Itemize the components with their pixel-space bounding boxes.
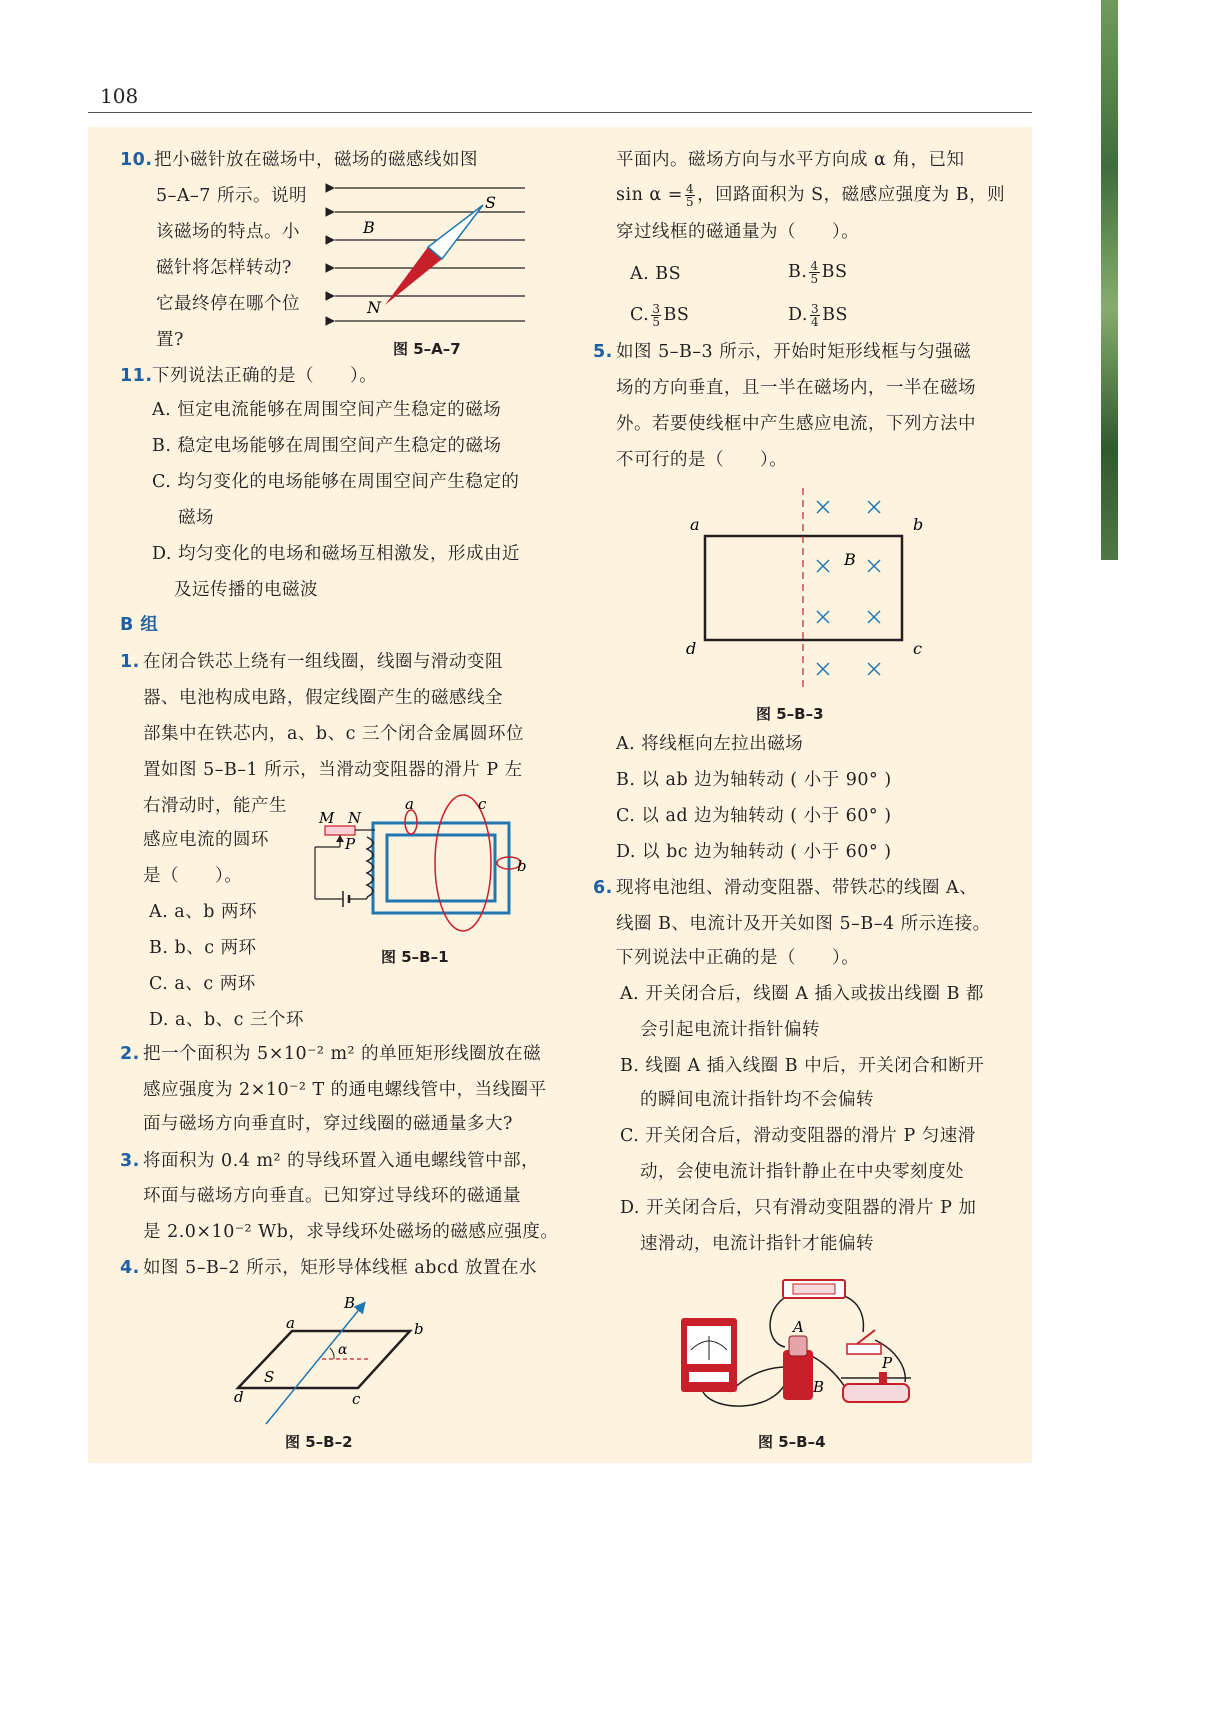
- b5-line: 不可行的是（ ）。: [616, 450, 788, 470]
- b1-option: A. a、b 两环: [149, 902, 257, 922]
- caption-5a7: 图 5–A–7: [393, 340, 461, 358]
- b6-option: C. 开关闭合后，滑动变阻器的滑片 P 匀速滑: [620, 1126, 976, 1146]
- svg-text:S: S: [264, 1368, 275, 1386]
- q10-line: 它最终停在哪个位: [156, 294, 300, 314]
- svg-text:B: B: [844, 550, 856, 569]
- b6-option: B. 线圈 A 插入线圈 B 中后，开关闭合和断开: [620, 1056, 985, 1076]
- header-rule: [88, 112, 1032, 113]
- b1-line: 是（ ）。: [143, 866, 243, 886]
- b4-sin-line: sin α = $\frac{4}{5}$ ，回路面积为 S，磁感应强度为 B，则: [616, 182, 1006, 209]
- figure-5b1: [305, 795, 535, 925]
- field-crosses: [817, 501, 880, 675]
- b5-option: C. 以 ad 边为轴转动 ( 小于 60° ): [616, 806, 892, 826]
- q11-number: 11.: [120, 366, 153, 386]
- b6-line: 线圈 B、电流计及开关如图 5–B–4 所示连接。: [616, 914, 991, 934]
- svg-text:d: d: [234, 1388, 244, 1406]
- q11-option: 磁场: [178, 508, 214, 528]
- q11-option: C. 均匀变化的电场能够在周围空间产生稳定的: [152, 472, 520, 492]
- q11-option: A. 恒定电流能够在周围空间产生稳定的磁场: [152, 400, 502, 420]
- b1-line: 置如图 5–B–1 所示，当滑动变阻器的滑片 P 左: [143, 760, 523, 780]
- fig-label-n: N: [367, 298, 381, 317]
- svg-text:P: P: [882, 1354, 893, 1372]
- b6-line: 现将电池组、滑动变阻器、带铁芯的线圈 A、: [616, 878, 978, 898]
- page-number: 108: [100, 84, 139, 108]
- figure-5b4: [675, 1272, 925, 1422]
- sin-fraction: $\frac{4}{5}$: [685, 182, 695, 209]
- b5-line: 如图 5–B–3 所示，开始时矩形线框与匀强磁: [616, 342, 972, 362]
- b6-line: 下列说法中正确的是（ ）。: [616, 948, 860, 968]
- b6-option: 会引起电流计指针偏转: [640, 1020, 820, 1040]
- figure-5b3: [680, 488, 930, 688]
- b1-line: 部集中在铁芯内，a、b、c 三个闭合金属圆环位: [143, 724, 524, 744]
- svg-text:N: N: [348, 809, 362, 827]
- b5-option: B. 以 ab 边为轴转动 ( 小于 90° ): [616, 770, 892, 790]
- b4-line: 穿过线框的磁通量为（ ）。: [616, 222, 860, 242]
- field-vector: [266, 1306, 362, 1424]
- b4-option-c: C. $\frac{3}{5}$ BS: [630, 302, 690, 329]
- b6-option: 动，会使电流计指针静止在中央零刻度处: [640, 1162, 964, 1182]
- edge-photo-strip: [1101, 0, 1118, 560]
- ring-c: [435, 795, 491, 931]
- b5-option: D. 以 bc 边为轴转动 ( 小于 60° ): [616, 842, 892, 862]
- q11-option: D. 均匀变化的电场和磁场互相激发，形成由近: [152, 544, 521, 564]
- compass-needle-south: [428, 205, 483, 259]
- svg-text:c: c: [352, 1390, 361, 1408]
- b2-line: 把一个面积为 5×10⁻² m² 的单匝矩形线圈放在磁: [143, 1044, 542, 1064]
- svg-text:B: B: [344, 1294, 356, 1312]
- b4-line: 平面内。磁场方向与水平方向成 α 角，已知: [616, 150, 965, 170]
- b5-option: A. 将线框向左拉出磁场: [616, 734, 804, 754]
- b4-option-d: D. $\frac{3}{4}$ BS: [788, 302, 848, 329]
- switch: [847, 1344, 881, 1354]
- b3-line: 环面与磁场方向垂直。已知穿过导线环的磁通量: [143, 1186, 521, 1206]
- svg-text:d: d: [686, 639, 697, 658]
- caption-5b4: 图 5–B–4: [758, 1433, 826, 1451]
- b2-number: 2.: [120, 1044, 140, 1064]
- b4-number: 4.: [120, 1258, 140, 1278]
- q11-option: B. 稳定电场能够在周围空间产生稳定的磁场: [152, 436, 502, 456]
- q10-number: 10.: [120, 150, 153, 170]
- rheostat: [843, 1384, 909, 1402]
- caption-5b3: 图 5–B–3: [756, 705, 824, 723]
- q10-line: 磁针将怎样转动?: [156, 258, 292, 278]
- q10-line: 5–A–7 所示。说明: [156, 186, 307, 206]
- b1-option: D. a、b、c 三个环: [149, 1010, 305, 1030]
- svg-text:b: b: [913, 515, 924, 534]
- b6-option: A. 开关闭合后，线圈 A 插入或拔出线圈 B 都: [620, 984, 985, 1004]
- svg-text:b: b: [414, 1320, 424, 1338]
- q10-line: 把小磁针放在磁场中，磁场的磁感线如图: [154, 150, 478, 170]
- caption-5b2: 图 5–B–2: [285, 1433, 353, 1451]
- b2-line: 感应强度为 2×10⁻² T 的通电螺线管中，当线圈平: [143, 1080, 547, 1100]
- fig-label-s: S: [485, 193, 496, 212]
- b5-line: 外。若要使线框中产生感应电流，下列方法中: [616, 414, 976, 434]
- b1-option: B. b、c 两环: [149, 938, 257, 958]
- svg-text:c: c: [913, 639, 922, 658]
- coil-a: [789, 1336, 807, 1356]
- svg-text:a: a: [690, 515, 700, 534]
- b4-option-b: B. $\frac{4}{5}$ BS: [788, 259, 848, 286]
- q10-line: 置?: [156, 330, 184, 350]
- coil-b: [783, 1350, 813, 1400]
- q11-option: 及远传播的电磁波: [174, 580, 318, 600]
- b3-line: 是 2.0×10⁻² Wb，求导线环处磁场的磁感应强度。: [143, 1222, 559, 1242]
- b3-line: 将面积为 0.4 m² 的导线环置入通电螺线管中部，: [143, 1151, 540, 1171]
- b4-option-a: A. BS: [630, 264, 682, 284]
- svg-text:P: P: [345, 835, 356, 853]
- figure-5b2: [230, 1296, 430, 1426]
- b2-line: 面与磁场方向垂直时，穿过线圈的磁通量多大?: [143, 1114, 513, 1134]
- b3-number: 3.: [120, 1151, 140, 1171]
- svg-text:a: a: [405, 795, 414, 813]
- caption-5b1: 图 5–B–1: [381, 948, 449, 966]
- q11-stem: 下列说法正确的是（ ）。: [152, 366, 378, 386]
- b1-line: 在闭合铁芯上绕有一组线圈，线圈与滑动变阻: [143, 652, 503, 672]
- figure-5a7: [325, 175, 535, 335]
- svg-text:B: B: [813, 1378, 825, 1396]
- group-b-heading: B 组: [120, 615, 159, 635]
- svg-text:a: a: [286, 1314, 295, 1332]
- b6-option: 速滑动，电流计指针才能偏转: [640, 1234, 874, 1254]
- b4-line: 如图 5–B–2 所示，矩形导体线框 abcd 放置在水: [143, 1258, 538, 1278]
- svg-text:c: c: [478, 795, 487, 813]
- b5-number: 5.: [593, 342, 613, 362]
- svg-text:b: b: [517, 857, 527, 875]
- b1-line: 感应电流的圆环: [143, 830, 269, 850]
- svg-text:M: M: [319, 809, 335, 827]
- fig-label-b: B: [363, 218, 375, 237]
- b6-option: 的瞬间电流计指针均不会偏转: [640, 1090, 874, 1110]
- b6-number: 6.: [593, 878, 613, 898]
- b1-line: 右滑动时，能产生: [143, 796, 287, 816]
- svg-text:A: A: [793, 1318, 804, 1336]
- b5-line: 场的方向垂直，且一半在磁场内，一半在磁场: [616, 378, 976, 398]
- q10-line: 该磁场的特点。小: [156, 222, 300, 242]
- b1-line: 器、电池构成电路，假定线圈产生的磁感线全: [143, 688, 503, 708]
- svg-text:α: α: [338, 1342, 348, 1358]
- b1-option: C. a、c 两环: [149, 974, 256, 994]
- b1-number: 1.: [120, 652, 140, 672]
- b6-option: D. 开关闭合后，只有滑动变阻器的滑片 P 加: [620, 1198, 977, 1218]
